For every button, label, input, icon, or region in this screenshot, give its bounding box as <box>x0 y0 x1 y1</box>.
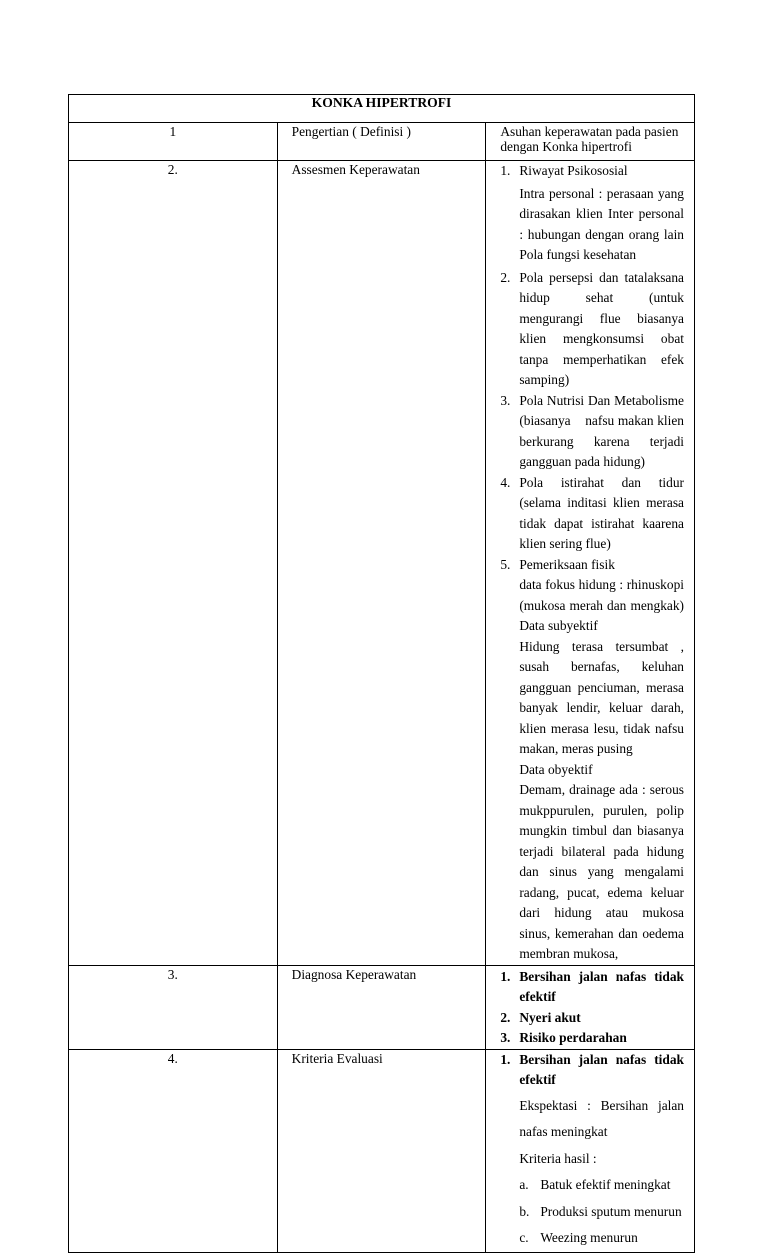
list-marker: 1. <box>500 968 511 984</box>
list-item <box>500 268 684 391</box>
row-label: Pengertian ( Definisi ) <box>277 123 486 161</box>
konka-hipertrofi-table <box>68 94 698 1253</box>
row-label: Assesmen Keperawatan <box>277 161 486 966</box>
table-row <box>69 1049 695 1252</box>
list-item <box>500 967 684 1008</box>
list-marker: 4. <box>500 474 511 490</box>
list-item-text: Bersihan jalan nafas tidak efektif <box>519 968 684 1004</box>
list-item-text: Produksi sputum menurun <box>540 1203 682 1219</box>
definition-text: Asuhan keperawatan pada pasien dengan Konka hipertrofi <box>486 123 695 161</box>
row-number: 4. <box>69 1049 278 1252</box>
list-marker: b. <box>519 1203 530 1219</box>
list-item <box>500 1028 684 1049</box>
list-item-text: Data obyektif <box>519 761 593 777</box>
list-heading: Pemeriksaan fisik <box>519 556 615 572</box>
list-item-text: Demam, drainage ada : serous mukppurulen, purulen, polip mungkin timbul dan biasanya terjadi bilateral pada hidung dan sinus yang mengalami radang, pucat, edema keluar dari hidung atau mukosa sinus, kemerahan dan oedema membran mukosa, <box>519 782 684 961</box>
list-item-text: Risiko perdarahan <box>519 1030 627 1045</box>
list-item-text: data fokus hidung : rhinuskopi (mukosa merah dan mengkak) Data subyektif <box>519 577 684 633</box>
list-marker: c. <box>519 1230 529 1245</box>
list-marker: 2. <box>500 269 511 285</box>
row-number: 2. <box>69 161 278 966</box>
diagnosis-content <box>486 965 695 1049</box>
list-item <box>500 1008 684 1029</box>
list-item <box>500 391 698 473</box>
criteria-list <box>500 1172 684 1252</box>
diagnosis-list <box>500 967 684 1049</box>
list-marker: 3. <box>500 1030 511 1045</box>
expectation-text: Ekspektasi : Bersihan jalan nafas meningkat <box>519 1097 684 1139</box>
assessment-list <box>500 161 684 182</box>
list-item <box>500 555 684 576</box>
list-marker: 1. <box>500 1051 511 1067</box>
list-item <box>500 1172 684 1199</box>
assessment-list <box>500 268 698 576</box>
evaluation-content <box>486 1049 695 1252</box>
table-title: KONKA HIPERTROFI <box>69 95 695 123</box>
list-item-text: Pola Nutrisi Dan Metabolisme (biasanya nafsu makan klien berkurang karena terjadi gangguan pada hidung) <box>519 392 698 469</box>
list-item-text: Intra personal : perasaan yang dirasakan klien Inter personal : hubungan dengan orang lain Pola fungsi kesehatan <box>519 185 684 262</box>
list-item-text: Batuk efektif meningkat <box>540 1177 671 1192</box>
evaluation-heading: Bersihan jalan nafas tidak efektif <box>519 1051 684 1087</box>
list-marker: 2. <box>500 1009 511 1025</box>
list-item <box>500 1199 684 1226</box>
table-row <box>69 161 695 966</box>
list-item <box>500 473 684 555</box>
list-marker: 3. <box>500 392 511 408</box>
list-item-text: Hidung terasa tersumbat , susah bernafas, keluhan gangguan penciuman, merasa banyak lendir, keluar darah, klien merasa lesu, tidak nafsu makan, meras pusing <box>519 638 684 756</box>
list-marker: 5. <box>500 556 511 572</box>
list-item <box>500 1225 684 1252</box>
row-number: 1 <box>69 123 278 161</box>
list-marker: 1. <box>500 163 511 178</box>
list-heading: Riwayat Psikososial <box>519 163 628 178</box>
list-item <box>500 1050 684 1091</box>
row-label: Kriteria Evaluasi <box>277 1049 486 1252</box>
list-marker: a. <box>519 1177 529 1192</box>
list-item-text: Pola istirahat dan tidur (selama inditasi klien merasa tidak dapat istirahat kaarena klien sering flue) <box>519 474 684 551</box>
list-item-text: Weezing menurun <box>540 1230 638 1245</box>
list-item <box>500 161 684 182</box>
row-label: Diagnosa Keperawatan <box>277 965 486 1049</box>
row-number: 3. <box>69 965 278 1049</box>
table-row <box>69 123 695 161</box>
list-item-text: Nyeri akut <box>519 1009 581 1025</box>
list-item-text: Pola persepsi dan tatalaksana hidup sehat (untuk mengurangi flue biasanya klien mengkonsumsi obat tanpa memperhatikan efek samping) <box>519 269 684 387</box>
table-row <box>69 965 695 1049</box>
criteria-label: Kriteria hasil : <box>519 1150 597 1166</box>
assessment-content <box>486 161 698 966</box>
evaluation-heading-list <box>500 1050 684 1091</box>
